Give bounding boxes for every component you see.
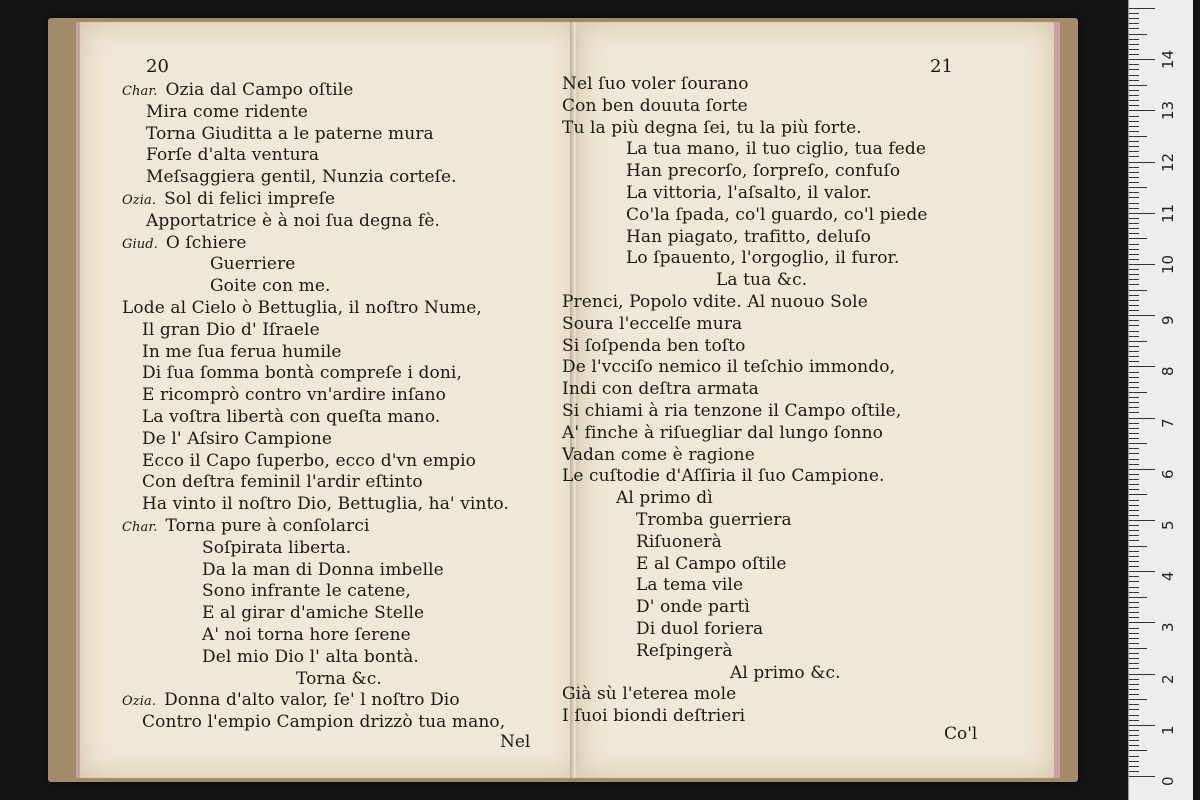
ruler-tick [1129,663,1139,664]
ruler-tick [1129,638,1139,639]
ruler-tick [1129,561,1139,562]
ruler-tick [1129,607,1139,608]
ruler-tick [1129,484,1139,485]
verse-text: E al girar d'amiche Stelle [202,603,425,624]
text-line [636,554,787,574]
text-line [562,292,868,312]
ruler-tick [1129,203,1139,204]
right-catchword: Co'l [944,724,978,744]
text-line [626,161,900,181]
ruler-tick [1129,418,1155,419]
ruler-number: 12 [1159,152,1177,172]
ruler-tick [1129,709,1139,710]
ruler-tick [1129,704,1139,705]
ruler-tick [1129,34,1147,35]
text-line [122,189,335,211]
ruler-tick [1129,520,1155,521]
ruler-tick [1129,628,1139,629]
ruler-number: 1 [1159,725,1177,735]
text-line [146,124,434,144]
text-line [562,684,736,704]
verse-text: De l' Aſsiro Campione [142,428,333,449]
ruler-tick [1129,423,1139,424]
ruler-tick [1129,674,1155,675]
text-line [142,385,446,405]
ruler-tick [1129,571,1155,572]
ruler-tick [1129,325,1139,326]
ruler-tick [1129,510,1139,511]
verse-text: E ricomprò contro vn'ardire inſano [142,385,446,406]
ruler-tick [1129,566,1139,567]
ruler-tick [1129,479,1139,480]
ruler-tick [1129,735,1139,736]
text-line [562,357,895,377]
verse-text: Prenci, Popolo vdite. Al nuouo Sole [562,292,868,312]
ruler-tick [1129,162,1155,163]
text-line [562,96,748,116]
verse-text: Riſuonerà [636,531,722,552]
verse-text: D' onde partì [636,597,750,618]
ruler-tick [1129,489,1139,490]
ruler-tick [1129,715,1139,716]
text-line [142,451,476,471]
text-line [146,211,440,231]
ruler-tick [1129,459,1139,460]
ruler-tick [1129,172,1139,173]
ruler-tick [1129,556,1139,557]
text-line [562,336,745,356]
verse-text: La tema vile [636,575,744,596]
verse-text: Di ſua ſomma bontà compreſe i doni, [142,363,462,384]
text-line [142,407,440,427]
verse-text: Vadan come è ragione [562,444,755,465]
ruler-tick [1129,290,1147,291]
verse-text: Lo ſpauento, l'orgoglio, il furor. [626,248,900,269]
text-line [626,139,926,159]
ruler-tick [1129,131,1139,132]
ruler-tick [1129,761,1139,762]
text-line [562,423,883,443]
verse-text: Tromba guerriera [636,510,792,530]
ruler-tick [1129,617,1139,618]
ruler-tick [1129,177,1139,178]
text-line [626,183,872,203]
text-line [626,205,928,225]
text-line [142,472,423,492]
ruler-tick [1129,300,1139,301]
ruler-tick [1129,750,1147,751]
ruler-tick [1129,679,1139,680]
text-line [562,466,885,486]
ruler-tick [1129,341,1147,342]
ruler-tick [1129,351,1139,352]
ruler-number: 3 [1159,622,1177,633]
ruler-tick [1129,653,1139,654]
ruler-tick [1129,407,1139,408]
verse-text: Già sù l'eterea mole [562,684,737,705]
ruler-tick [1129,720,1139,721]
ruler-tick [1129,448,1139,449]
verse-text: Sol di felici impreſe [164,189,336,209]
ruler-tick [1129,740,1139,741]
ruler-tick [1129,377,1139,378]
ruler-number: 8 [1159,366,1177,377]
text-line [202,538,351,558]
text-line [636,619,763,639]
ruler-number: 9 [1159,315,1177,326]
verse-text: E al Campo oſtile [636,553,787,574]
ruler-tick [1129,438,1139,439]
ruler-tick [1129,336,1139,337]
ruler-tick [1129,244,1139,245]
ruler-tick [1129,469,1155,470]
text-line [210,276,331,296]
ruler-tick [1129,535,1139,536]
text-line [122,516,370,538]
ruler-tick [1129,453,1139,454]
ruler-number: 5 [1159,520,1177,530]
ruler-tick [1129,581,1139,582]
ruler-tick [1129,494,1147,495]
ruler-tick [1129,254,1139,255]
ruler-tick [1129,525,1139,526]
ruler-tick [1129,23,1139,24]
ruler-tick [1129,156,1139,157]
ruler-tick [1129,69,1139,70]
ruler-tick [1129,366,1155,367]
text-line [636,510,792,530]
ruler-tick [1129,95,1139,96]
ruler-tick [1129,346,1139,347]
verse-text: La voſtra libertà con queſta mano. [142,407,441,427]
text-line [562,379,759,399]
ruler-tick [1129,766,1139,767]
verse-text: A' noi torna hore ſerene [202,625,411,645]
ruler-tick [1129,443,1147,444]
ruler-tick [1129,633,1139,634]
ruler-tick [1129,428,1139,429]
ruler-tick [1129,684,1139,685]
ruler-tick [1129,105,1139,106]
ruler-number: 11 [1159,203,1177,223]
text-line [122,80,353,102]
text-line [146,102,308,122]
text-line [562,314,742,334]
verse-text: Apportatrice è à noi ſua degna fè. [146,210,441,231]
text-line [562,445,755,465]
text-line [210,254,295,274]
ruler-tick [1129,228,1139,229]
text-line [122,233,247,255]
ruler-tick [1129,269,1139,270]
text-line [562,118,862,138]
verse-text: Forſe d'alta ventura [146,145,320,166]
ruler-tick [1129,54,1139,55]
text-line [142,320,320,340]
ruler-tick [1129,546,1147,547]
ruler-tick [1129,776,1155,777]
ruler-tick [1129,49,1139,50]
text-line [142,363,462,383]
left-page-number: 20 [146,56,169,77]
ruler-tick [1129,151,1139,152]
ruler-tick [1129,474,1139,475]
ruler-tick [1129,121,1139,122]
ruler-tick [1129,622,1155,623]
text-line [142,342,342,362]
verse-text: Mira come ridente [146,101,308,122]
ruler-tick [1129,18,1139,19]
verse-text: Di duol foriera [636,619,764,639]
text-line [562,401,901,421]
text-line [636,532,722,552]
verse-text: De l'vcciſo nemico il teſchio immondo, [562,357,896,378]
verse-text: Al primo &c. [730,662,841,683]
verse-text: Soura l'eccelſe mura [562,313,743,334]
ruler-tick [1129,259,1139,260]
text-line [730,663,841,683]
ruler-tick [1129,587,1139,588]
ruler-tick [1129,433,1139,434]
ruler-number: 0 [1159,776,1177,786]
ruler-tick [1129,295,1139,296]
text-line [202,647,419,667]
ruler-tick [1129,356,1139,357]
verse-text: Torna Giuditta a le paterne mura [146,123,434,144]
verse-text: Torna &c. [296,668,382,689]
verse-text: Sono infrante le catene, [202,581,411,602]
text-line [142,494,509,514]
speaker-label: Char. [122,520,158,535]
ruler-tick [1129,310,1139,311]
verse-text: Torna pure à conſolarci [165,516,370,536]
ruler-tick [1129,90,1139,91]
ruler-tick [1129,223,1139,224]
measuring-ruler [1128,0,1193,800]
verse-text: Soſpirata liberta. [202,537,352,558]
text-line [562,74,749,94]
ruler-tick [1129,197,1139,198]
ruler-number: 4 [1159,571,1177,582]
ruler-tick [1129,59,1155,60]
ruler-number: 13 [1159,101,1177,121]
text-line [562,706,745,726]
verse-text: Si chiami à ria tenzone il Campo oſtile, [562,401,902,421]
ruler-tick [1129,182,1139,183]
left-catchword: Nel [500,732,531,752]
text-line [202,581,411,601]
ruler-tick [1129,187,1147,188]
text-line [626,248,899,268]
ruler-tick [1129,39,1139,40]
ruler-tick [1129,648,1147,649]
verse-text: Con deſtra feminil l'ardir eſtinto [142,472,423,493]
ruler-tick [1129,218,1139,219]
ruler-tick [1129,402,1139,403]
ruler-tick [1129,689,1139,690]
text-line [616,488,713,508]
ruler-tick [1129,8,1155,9]
verse-text: I ſuoi biondi deſtrieri [562,706,746,727]
verse-text: Ozia dal Campo oſtile [165,80,354,100]
ruler-tick [1129,315,1155,316]
ruler-tick [1129,576,1139,577]
ruler-tick [1129,592,1139,593]
ruler-tick [1129,412,1139,413]
ruler-tick [1129,213,1155,214]
ruler-tick [1129,387,1139,388]
right-page-number: 21 [930,56,953,77]
ruler-tick [1129,392,1147,393]
ruler-tick [1129,530,1139,531]
verse-text: Co'la ſpada, co'l guardo, co'l piede [626,204,928,225]
ruler-tick [1129,13,1139,14]
ruler-number: 14 [1159,50,1177,70]
ruler-number: 6 [1159,469,1177,479]
ruler-number: 10 [1159,254,1177,274]
text-line [142,712,505,732]
ruler-tick [1129,725,1155,726]
ruler-tick [1129,668,1139,669]
verse-text: Del mio Dio l' alta bontà. [202,646,419,667]
ruler-tick [1129,372,1139,373]
ruler-tick [1129,331,1139,332]
ruler-tick [1129,80,1139,81]
ruler-tick [1129,136,1147,137]
text-line [636,597,750,617]
ruler-tick [1129,238,1147,239]
ruler-tick [1129,116,1139,117]
text-line [626,227,871,247]
ruler-tick [1129,100,1139,101]
text-line [716,270,807,290]
text-line [296,669,382,689]
verse-text: Nel ſuo voler ſourano [562,74,749,94]
verse-text: Donna d'alto valor, ſe' l noſtro Dio [164,690,460,711]
verse-text: Reſpingerà [636,640,733,661]
ruler-tick [1129,361,1139,362]
ruler-tick [1129,505,1139,506]
verse-text: Han precorſo, ſorpreſo, confuſo [626,161,901,182]
ruler-tick [1129,602,1139,603]
ruler-tick [1129,730,1139,731]
speaker-label: Giud. [122,236,158,252]
ruler-tick [1129,208,1139,209]
text-line [142,429,332,449]
verse-text: La tua &c. [716,270,808,291]
text-line [636,575,743,595]
verse-text: Meſsaggiera gentil, Nunzia corteſe. [146,167,457,188]
ruler-tick [1129,264,1155,265]
ruler-tick [1129,284,1139,285]
verse-text: Contro l'empio Campion drizzò tua mano, [142,712,506,733]
ruler-tick [1129,75,1139,76]
ruler-tick [1129,233,1139,234]
ruler-tick [1129,28,1139,29]
verse-text: Ha vinto il noſtro Dio, Bettuglia, ha' vinto. [142,494,509,515]
ruler-tick [1129,540,1139,541]
ruler-tick [1129,515,1139,516]
text-line [146,167,457,187]
speaker-label: Ozia. [122,193,157,208]
ruler-tick [1129,643,1139,644]
ruler-tick [1129,699,1147,700]
ruler-tick [1129,192,1139,193]
ruler-tick [1129,551,1139,552]
ruler-tick [1129,771,1139,772]
text-line [122,298,482,318]
verse-text: Indi con deſtra armata [562,379,759,400]
verse-text: A' finche à riſuegliar dal lungo ſonno [562,422,883,443]
verse-text: Guerriere [210,254,296,275]
ruler-tick [1129,305,1139,306]
ruler-tick [1129,141,1139,142]
ruler-tick [1129,745,1139,746]
ruler-tick [1129,249,1139,250]
ruler-tick [1129,279,1139,280]
verse-text: Si ſoſpenda ben toſto [562,335,746,356]
verse-text: Al primo dì [616,488,713,509]
ruler-number: 2 [1159,674,1177,684]
ruler-tick [1129,694,1139,695]
verse-text: In me ſua ferua humile [142,341,342,362]
ruler-tick [1129,320,1139,321]
verse-text: Goite con me. [210,276,331,297]
ruler-tick [1129,64,1139,65]
ruler-number: 7 [1159,418,1177,428]
ruler-tick [1129,612,1139,613]
ruler-tick [1129,658,1139,659]
ruler-tick [1129,85,1147,86]
ruler-tick [1129,146,1139,147]
text-line [146,145,319,165]
verse-text: Le cuſtodie d'Aſſiria il ſuo Campione. [562,466,885,487]
verse-text: Ecco il Capo ſuperbo, ecco d'vn empio [142,450,476,471]
ruler-tick [1129,167,1139,168]
verse-text: La vittoria, l'aſsalto, il valor. [626,183,872,203]
text-line [202,625,411,645]
ruler-tick [1129,597,1147,598]
ruler-tick [1129,126,1139,127]
ruler-tick [1129,397,1139,398]
text-line [122,690,460,712]
ruler-tick [1129,756,1139,757]
verse-text: O ſchiere [165,232,247,253]
verse-text: Han piagato, trafitto, deluſo [626,226,871,247]
speaker-label: Ozia. [122,694,157,710]
verse-text: Da la man di Donna imbelle [202,559,444,580]
ruler-tick [1129,464,1139,465]
verse-text: Tu la più degna ſei, tu la più forte. [562,117,862,138]
ruler-tick [1129,110,1155,111]
ruler-tick [1129,382,1139,383]
verse-text: Il gran Dio d' Iſraele [142,319,320,340]
ruler-tick [1129,44,1139,45]
ruler-tick [1129,274,1139,275]
text-line [202,560,444,580]
verse-text: La tua mano, il tuo ciglio, tua fede [626,139,927,160]
verse-text: Con ben douuta ſorte [562,95,748,116]
verse-text: Lode al Cielo ò Bettuglia, il noſtro Nume, [122,298,482,318]
text-line [636,641,733,661]
speaker-label: Char. [122,84,158,99]
text-line [202,603,424,623]
ruler-tick [1129,500,1139,501]
